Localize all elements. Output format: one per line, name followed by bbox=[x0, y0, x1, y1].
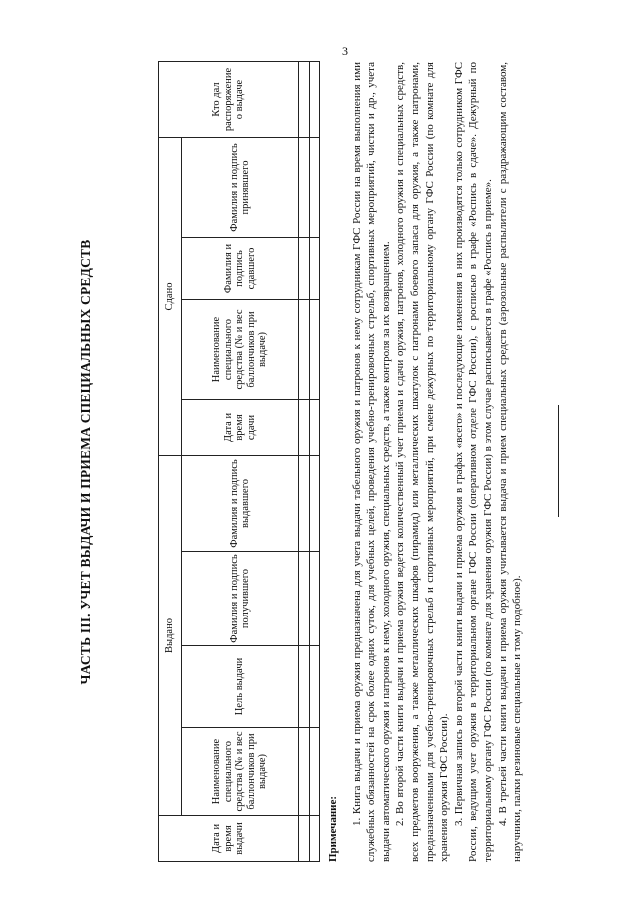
header-issued-group: Выдано bbox=[159, 456, 182, 816]
note-paragraph-1: 1. Книга выдачи и приема оружия предназначена для учета выдачи табельного оружия и патронов к нему сотрудникам ГФС России на время выполнения ими служебных обязанностей на срок более одних суток, для учебных целей, проведения учебно-тренировочных стрельб, спортивных мероприятий, чистки и др., учета выдачи автоматического оружия и патронов к нему, холодного оружия, специальных средств, а также контроля за их возвращением. bbox=[350, 62, 392, 862]
header-returned-group: Сдано bbox=[159, 137, 182, 455]
end-divider bbox=[558, 405, 559, 517]
table-row bbox=[309, 61, 319, 861]
note-paragraph-4: 4. В третьей части книги выдачи и приема оружия учитывается выдача и прием специальных средств (аэрозольные распылители с раздражающим составом, наручники, палки резиновые специальные и тому подобное). bbox=[496, 62, 524, 862]
page-number: 3 bbox=[342, 44, 348, 58]
note-paragraph-3: 3. Первичная запись во второй части книги выдачи и приема оружия в графах «всего» и последующие изменения в них производятся только сотрудником ГФС России, ведущим учет оружия в территориальном органе ГФС России (оперативном отделе ГФС России), с росписью в графе «Роспись в сдаче». Дежурный по территориальному органу ГФС России (по комнате для хранения оружия ГФС России) в этом случае расписывается в графе «Роспись в приеме». bbox=[452, 62, 494, 862]
header-date-return: Дата и время сдачи bbox=[182, 400, 299, 456]
section-title: ЧАСТЬ III. УЧЕТ ВЫДАЧИ И ПРИЕМА СПЕЦИАЛЬНЫХ СРЕДСТВ bbox=[78, 239, 93, 685]
rotated-content bbox=[70, 52, 570, 872]
issue-register-table bbox=[158, 61, 320, 862]
table-row bbox=[299, 61, 309, 861]
notes-heading: Примечание: bbox=[327, 795, 339, 862]
header-name-issued: Наименование специального средства (№ и вес баллончиков при выдаче) bbox=[182, 728, 299, 816]
header-acceptor: Фамилия и подпись принявшего bbox=[182, 137, 299, 237]
note-paragraph-2: 2. Во второй части книги выдачи и приема оружия ведется количественный учет приема и сдачи оружия, патронов, холодного оружия и специальных средств, всех предметов вооружения, а также металлических шкафов (пирамид) или металлических шкатулок с патронами боевого запаса для оружия, а также патронами, предназначенными для учебно-тренировочных стрельб и спортивных мероприятий, при смене дежурных по территориальному органу ГФС России (по комнате для хранения оружия ГФС России). bbox=[394, 62, 451, 862]
header-issuer: Фамилия и подпись выдавшего bbox=[182, 456, 299, 552]
header-name-returned: Наименование специального средства (№ и вес баллончиков при выдаче) bbox=[182, 300, 299, 400]
header-date-issue: Дата и время выдачи bbox=[159, 816, 299, 862]
header-ordered-by: Кто дал распоряжение о выдаче bbox=[159, 61, 299, 137]
notes-section bbox=[326, 62, 525, 862]
header-recipient: Фамилия и подпись получившего bbox=[182, 552, 299, 646]
header-purpose: Цель выдачи bbox=[182, 646, 299, 728]
header-returner: Фамилия и подпись сдавшего bbox=[182, 238, 299, 300]
